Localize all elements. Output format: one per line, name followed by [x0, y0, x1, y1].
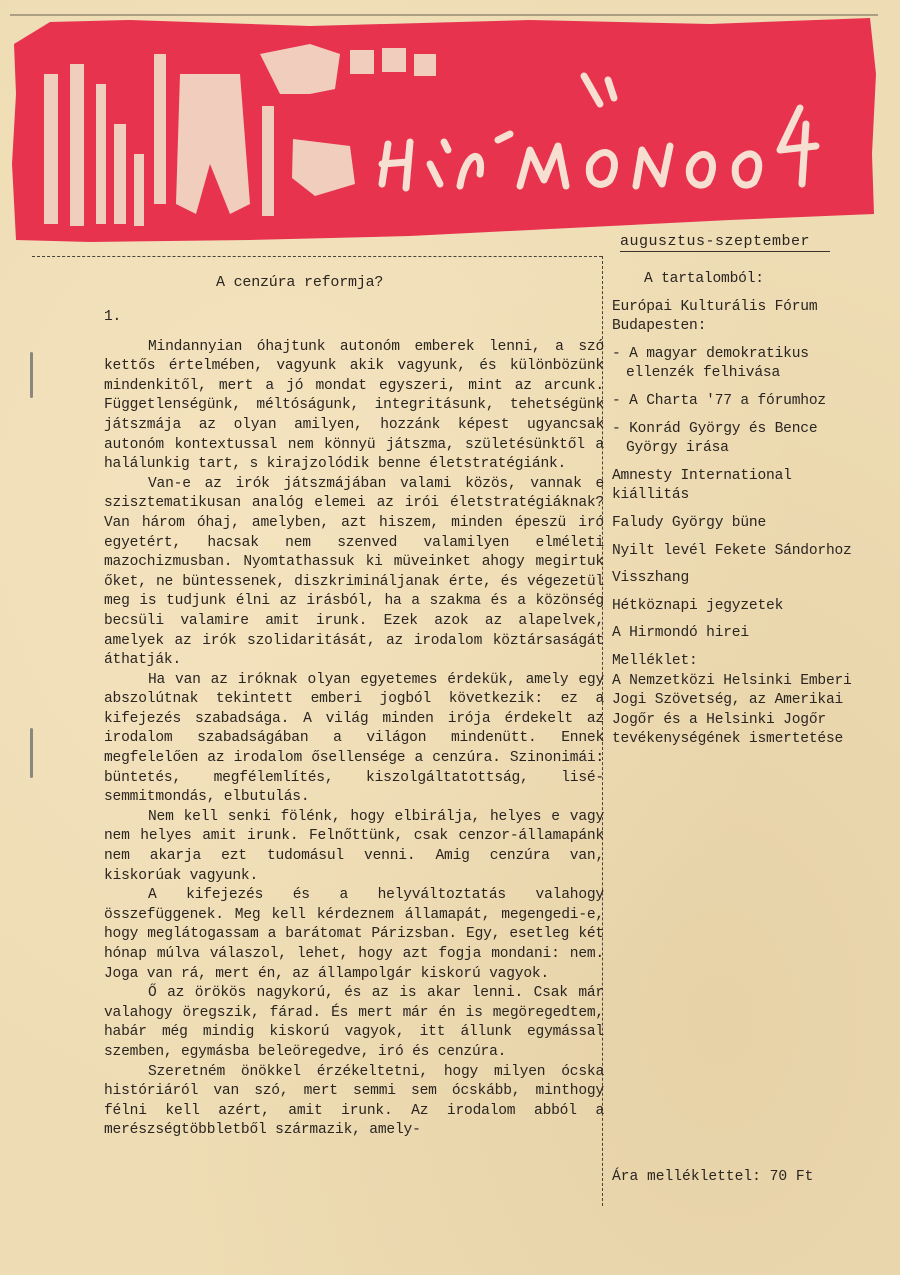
toc-supplement-label: Melléklet: [612, 652, 698, 669]
article-paragraph: Nem kell senki fölénk, hogy elbirálja, helyes e vagy nem helyes amit irunk. Felnőttünk, csak cenzor-államapánk nem akarja ezt tudomásul venni. Amig cenzúra van, kiskorúak vagyunk. [104, 808, 604, 884]
main-article [104, 274, 604, 1141]
toc-supplement-text: A Nemzetközi Helsinki Emberi Jogi Szövetség, az Amerikai Jogőr és a Helsinki Jogőr tevékenységének ismertetése [612, 672, 852, 748]
article-paragraph: Mindannyian óhajtunk autonóm emberek lenni, a szó kettős értelmében, vagyunk akik vagyunk, és különbözünk mindenkitől, mert a jó mondat egyszeri, mint az arcunk. Függetlenségünk, méltóságunk, integritásunk, tehetségünk játszmája az olyan amilyen, hozzánk képest ugyancsak autonóm kontextussal nem könnyü játszma, születésünktől a halálunkig tart, s kirajzolódik benne életstratégiánk. [104, 338, 604, 473]
staple-top [30, 352, 33, 398]
masthead-logo [10, 14, 878, 244]
toc-item: Nyilt levél Fekete Sándorhoz [612, 542, 852, 559]
article-paragraph: Ő az örökös nagykorú, és az is akar lenni. Csak már valahogy öregszik, fárad. És mert már én is megöregedtem, habár még mindig kiskorú vagyok, itt állunk egymással szemben, egymásba beleöregedve, iró és cenzúra. [104, 985, 604, 1060]
toc-forum-item: - A Charta '77 a fórumhoz [612, 392, 826, 409]
article-title: A cenzúra reformja? [216, 274, 384, 291]
article-paragraph: Ha van az iróknak olyan egyetemes érdekük, amely egy abszolútnak tekintett emberi jogból következik: ez a kifejezés szabadsága. A világ minden irója érdekelt az irodalom szabadságában a világon mindenütt. Ennek megfelelően az irodalom ősellensége a cenzúra. Szinonimái: büntetés, megfélemlítés, kiszolgáltatottság, lisé-semmitmondás, elbutulás. [104, 671, 604, 806]
toc-forum-item: - A magyar demokratikus ellenzék felhivása [612, 345, 809, 382]
toc-item: Hétköznapi jegyzetek [612, 597, 784, 614]
section-number: 1. [104, 309, 122, 325]
toc-item: Faludy György büne [612, 514, 767, 531]
table-of-contents [612, 270, 872, 750]
header-divider [32, 256, 602, 257]
article-paragraph: Van-e az irók játszmájában valami közös, vannak e szisztematikusan analóg elemei az irói életstratégiáknak? Van három óhaj, amelyben, azt hiszem, minden épeszü iró egyetért, hacsak nem szenved valamilyen elméleti mazochizmusban. Nyomtathassuk ki müveinket ahogy megirtuk őket, ne büntessenek, diszkrimináljanak érte, és végezetül meg is tudjunk élni az irásból, ha a szakma és a közönség becsüli valamire amit irunk. Ezek azok az alapelvek, amelyek az irók szolidaritását, az irodalom köztársaságát áthatják. [104, 475, 604, 669]
issue-date: augusztus-szeptember [620, 233, 830, 252]
staple-bottom [30, 728, 33, 778]
toc-forum-title: Európai Kulturális Fórum Budapesten: [612, 298, 818, 335]
article-paragraph: Szeretném önökkel érzékeltetni, hogy milyen ócska históriáról van szó, mert semmi sem ócskább, minthogy félni kell azért, amit irunk. Az irodalom abból a merészségtöbbletből származik, amely- [104, 1063, 604, 1139]
toc-title: A tartalomból: [644, 271, 764, 287]
toc-forum-item: - Konrád György és Bence György irása [612, 420, 818, 457]
toc-item: Amnesty International kiállitás [612, 467, 792, 504]
masthead-banner [10, 14, 878, 244]
price-label: Ára melléklettel: 70 Ft [612, 1169, 814, 1185]
toc-item: Visszhang [612, 570, 690, 587]
article-paragraph: A kifejezés és a helyváltoztatás valahogy összefüggenek. Meg kell kérdeznem államapát, megengedi-e, hogy meglátogassam a barátomat Párizsban. Egy, esetleg két hónap múlva válaszol, lehet, hogy azt fogja mondani: nem. Joga van rá, mert én, az állampolgár kiskorú vagyok. [104, 887, 604, 982]
toc-item: A Hirmondó hirei [612, 625, 749, 642]
